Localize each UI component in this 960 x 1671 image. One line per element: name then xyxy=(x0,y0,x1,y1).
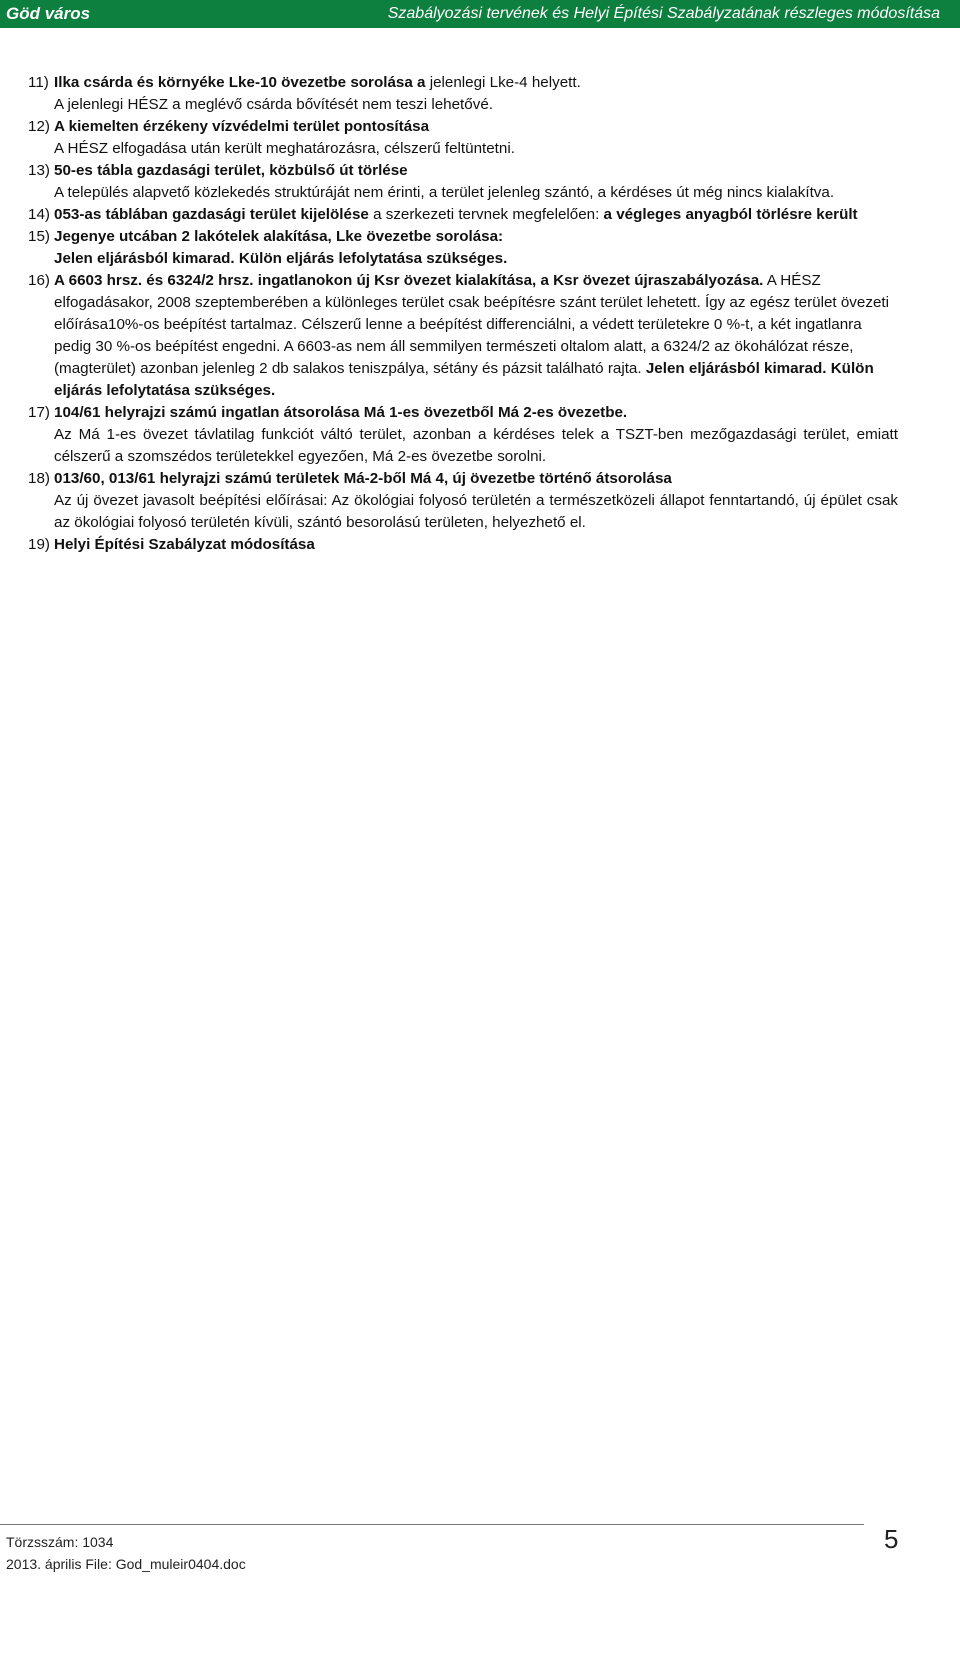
item-body: A HÉSZ elfogadása után került meghatározásra, célszerű feltüntetni. xyxy=(54,140,515,157)
list-item-16 xyxy=(28,270,898,402)
item-number: 12) xyxy=(28,118,50,135)
item-title: A 6603 hrsz. és 6324/2 hrsz. ingatlanokon új Ksr övezet kialakítása, a Ksr övezet újraszabályozása. xyxy=(54,272,764,289)
list-item-19 xyxy=(28,534,898,556)
item-number: 19) xyxy=(28,536,50,553)
item-body: A település alapvető közlekedés struktúráját nem érinti, a terület jelenleg szántó, a kérdéses út még nincs kialakítva. xyxy=(54,184,835,201)
page-number: 5 xyxy=(884,1524,899,1554)
list-item-13 xyxy=(28,160,898,204)
item-body: A jelenlegi HÉSZ a meglévő csárda bővítését nem teszi lehetővé. xyxy=(54,96,493,113)
footer-info xyxy=(6,1531,246,1575)
item-title: 013/60, 013/61 helyrajzi számú területek Má-2-ből Má 4, új övezetbe történő átsorolása xyxy=(54,470,672,487)
footer-registry-number: Törzsszám: 1034 xyxy=(6,1534,114,1550)
list-item-15 xyxy=(28,226,898,270)
item-title: 053-as táblában gazdasági terület kijelölése xyxy=(54,206,369,223)
list-item-17 xyxy=(28,402,898,468)
item-title: Jegenye utcában 2 lakótelek alakítása, Lke övezetbe sorolása: xyxy=(54,228,504,245)
item-number: 11) xyxy=(28,74,49,91)
item-number: 14) xyxy=(28,206,50,223)
list-item-14 xyxy=(28,204,898,226)
list-item-12 xyxy=(28,116,898,160)
footer-divider xyxy=(0,1524,864,1525)
header-document-title: Szabályozási tervének és Helyi Építési Szabályzatának részleges módosítása xyxy=(387,5,940,22)
list-item-18 xyxy=(28,468,898,534)
item-title-rest: jelenlegi Lke-4 helyett. xyxy=(425,74,581,91)
item-title: 50-es tábla gazdasági terület, közbülső út törlése xyxy=(54,162,408,179)
item-number: 18) xyxy=(28,470,50,487)
item-number: 16) xyxy=(28,272,50,289)
item-body: Az új övezet javasolt beépítési előírásai: Az ökológiai folyosó területén a természetközeli állapot fenntartandó, új épület csak az ökológiai folyosó területén kívüli, szántó besorolású területen, helyezhető el. xyxy=(54,492,898,531)
list-item-11 xyxy=(28,72,898,116)
item-title-bold-2: a végleges anyagból törlésre került xyxy=(603,206,858,223)
header-city: Göd város xyxy=(6,4,91,23)
page-header xyxy=(0,0,960,28)
item-number: 13) xyxy=(28,162,50,179)
item-number: 15) xyxy=(28,228,50,245)
footer-file-info: 2013. április File: God_muleir0404.doc xyxy=(6,1556,246,1572)
item-title-bold-2: Jelen eljárásból kimarad. Külön eljárás lefolytatása szükséges. xyxy=(54,360,874,399)
item-title-rest: a szerkezeti tervnek megfelelően: xyxy=(368,206,604,223)
item-number: 17) xyxy=(28,404,50,421)
item-title: 104/61 helyrajzi számú ingatlan átsorolása Má 1-es övezetből Má 2-es övezetbe. xyxy=(54,404,628,421)
item-title: Ilka csárda és környéke Lke-10 övezetbe sorolása a xyxy=(54,74,426,91)
item-body: Az Má 1-es övezet távlatilag funkciót váltó terület, azonban a kérdéses telek a TSZT-ben mezőgazdasági terület, emiatt célszerű a szomszédos területekkel egyezően, Má 2-es övezetbe sorolni. xyxy=(54,426,898,465)
item-title: A kiemelten érzékeny vízvédelmi terület pontosítása xyxy=(54,118,430,135)
item-title: Helyi Építési Szabályzat módosítása xyxy=(54,536,315,553)
document-body xyxy=(28,72,898,556)
item-body: Jelen eljárásból kimarad. Külön eljárás lefolytatása szükséges. xyxy=(54,250,508,267)
item-title-rest: A HÉSZ elfogadásakor, 2008 szeptemberében a különleges terület csak beépítésre szánt terület lehetett. Így az egész terület övezeti előírása10%-os beépítést tartalmaz. Célszerű lenne a beépítést differenciálni, a védett területekre 0 %-t, a két ingatlanra pedig 30 %-os beépítést engedni. A 6603-as nem áll semmilyen természeti oltalom alatt, a 6324/2 az ökohálózat része, (magterület) azonban jelenleg 2 db salakos teniszpálya, sétány és pázsit található rajta. xyxy=(54,272,889,377)
